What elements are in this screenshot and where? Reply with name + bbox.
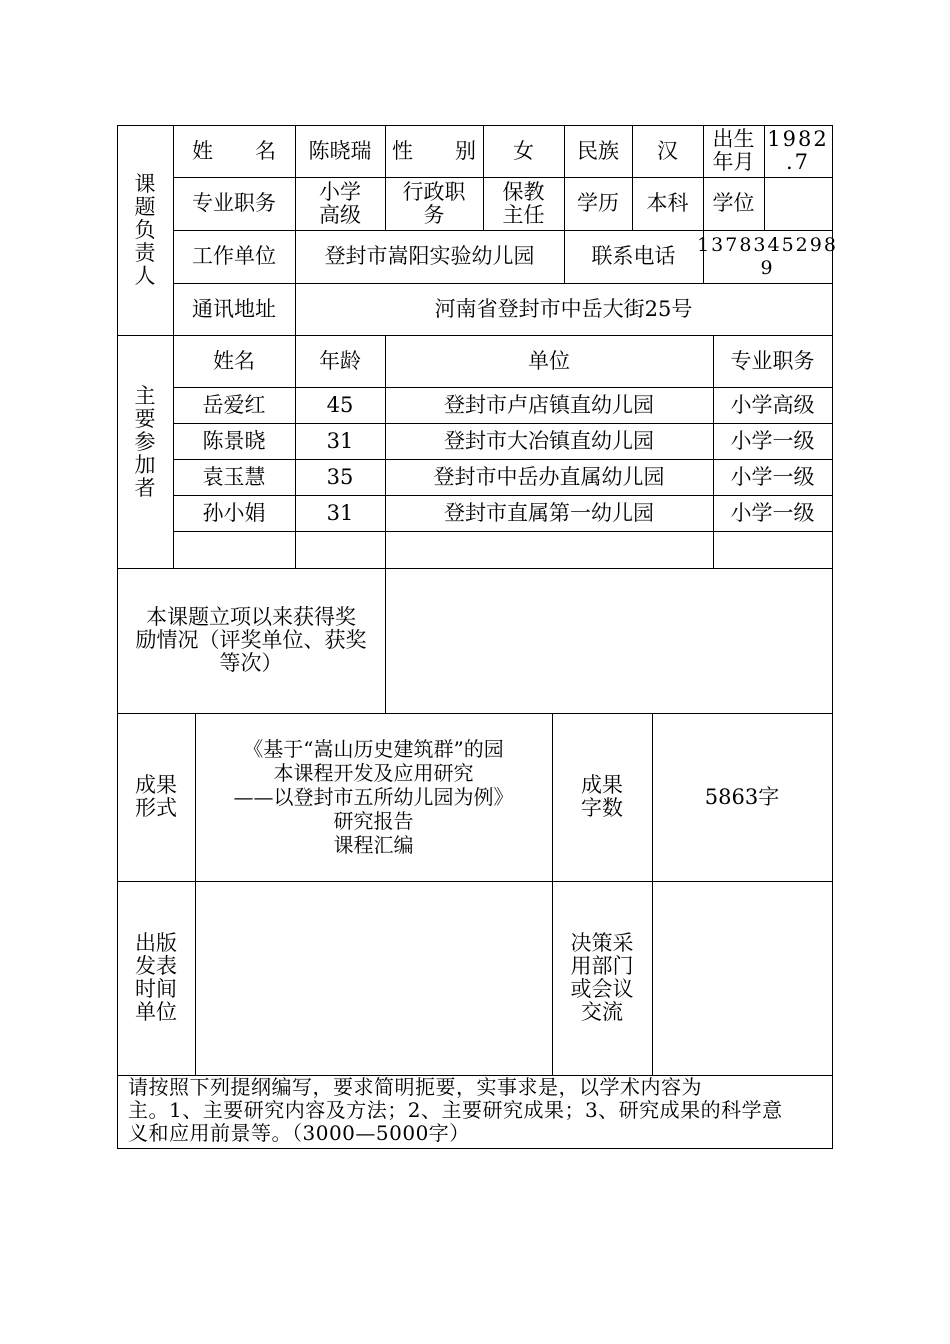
leader-degree <box>764 177 832 230</box>
participant-age: 31 <box>326 428 354 453</box>
outcome-form-label: 成果 形式 <box>135 773 177 820</box>
decision-label: 决策采 用部门 或会议 交流 <box>570 931 634 1024</box>
participant-age: 31 <box>326 500 354 525</box>
participant-name: 陈景晓 <box>202 428 266 453</box>
participant-title: 小学一级 <box>730 428 815 453</box>
awards-value <box>385 568 832 713</box>
participant-name: 岳爱红 <box>202 392 266 417</box>
edu-label: 学历 <box>577 191 619 215</box>
gender-label: 性 别 <box>392 138 476 163</box>
decision-value <box>652 881 832 1075</box>
leader-edu: 本科 <box>646 191 689 215</box>
instructions-text: 请按照下列提纲编写，要求简明扼要，实事求是，以学术内容为 主。1、主要研究内容及方法；2、主要研究成果；3、研究成果的科学意 义和应用前景等。（3000—5000字） <box>128 1075 783 1145</box>
leader-gender: 女 <box>513 138 534 163</box>
outcome-words-label: 成果 字数 <box>581 773 623 820</box>
publication-label: 出版 发表 时间 单位 <box>135 931 177 1024</box>
leader-title: 小学 高级 <box>319 179 361 227</box>
participant-unit: 登封市卢店镇直幼儿园 <box>444 392 654 417</box>
leader-ethnicity: 汉 <box>657 138 678 163</box>
participant-title: 小学高级 <box>730 392 815 417</box>
degree-label: 学位 <box>712 191 755 215</box>
work-label: 工作单位 <box>192 244 276 268</box>
participants-header-title: 专业职务 <box>730 348 815 373</box>
participant-unit <box>385 531 713 568</box>
outcome-words: 5863字 <box>704 784 780 809</box>
birth-label: 出生 年月 <box>712 127 755 174</box>
participant-title: 小学一级 <box>730 500 815 525</box>
participant-unit: 登封市中岳办直属幼儿园 <box>433 464 665 489</box>
participant-unit: 登封市大冶镇直幼儿园 <box>444 428 654 453</box>
title-label: 专业职务 <box>192 191 276 215</box>
name-label: 姓 名 <box>192 138 276 163</box>
leader-phone: 1378345298 9 <box>697 233 838 279</box>
publication-value <box>195 881 552 1075</box>
participants-section-label: 主 要 参 加 者 <box>134 384 156 500</box>
leader-name: 陈晓瑞 <box>308 138 372 163</box>
address-label: 通讯地址 <box>192 296 276 321</box>
participant-name: 孙小娟 <box>202 500 266 525</box>
awards-label: 本课题立项以来获得奖 励情况（评奖单位、获奖 等次） <box>135 605 367 675</box>
participants-header-age: 年龄 <box>319 348 361 373</box>
leader-address: 河南省登封市中岳大街25号 <box>434 296 693 321</box>
participant-name <box>173 531 295 568</box>
participant-age: 45 <box>326 392 354 417</box>
ethnicity-label: 民族 <box>577 138 619 163</box>
admin-label: 行政职 务 <box>402 179 466 227</box>
participant-age: 35 <box>326 464 354 489</box>
phone-label: 联系电话 <box>591 244 676 268</box>
participants-header-name: 姓名 <box>213 348 255 373</box>
participant-title <box>713 531 832 568</box>
leader-work: 登封市嵩阳实验幼儿园 <box>324 244 535 268</box>
leader-section-label: 课 题 负 责 人 <box>134 171 156 288</box>
outcome-form: 《基于“嵩山历史建筑群”的园 本课程开发及应用研究 ——以登封市五所幼儿园为例》 研究报告 课程汇编 <box>233 737 514 857</box>
participant-name: 袁玉慧 <box>202 464 266 489</box>
leader-admin: 保教 主任 <box>502 179 545 227</box>
participant-unit: 登封市直属第一幼儿园 <box>444 500 654 525</box>
leader-birth: 1982 .7 <box>767 127 829 174</box>
participant-title: 小学一级 <box>730 464 815 489</box>
participants-header-unit: 单位 <box>528 348 570 373</box>
participant-age <box>295 531 385 568</box>
